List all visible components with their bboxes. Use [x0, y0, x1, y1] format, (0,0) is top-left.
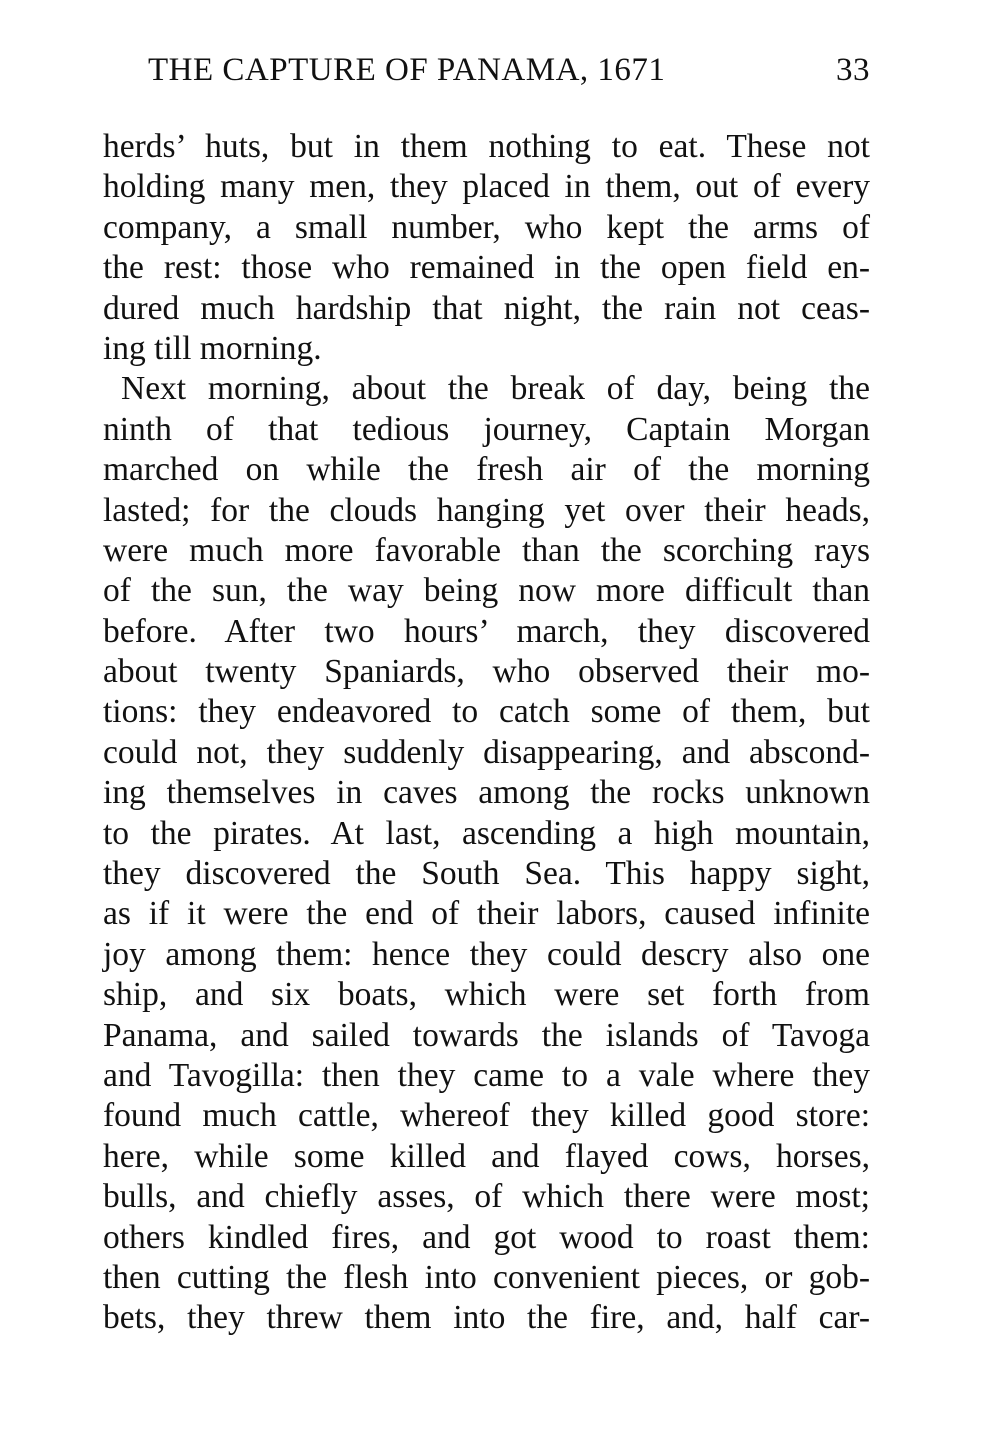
text-line: others kindled fires, and got wood to roast them:: [103, 1218, 870, 1256]
text-line: bets, they threw them into the fire, and, half car-: [103, 1299, 870, 1337]
text-line: ing themselves in caves among the rocks unknown: [103, 774, 870, 812]
text-line: bulls, and chiefly asses, of which there were most;: [103, 1178, 870, 1216]
text-line: company, a small number, who kept the arms of: [103, 208, 870, 246]
body-text: [103, 127, 870, 1339]
text-line: ing till morning.: [103, 329, 322, 367]
text-line: then cutting the flesh into convenient pieces, or gob-: [103, 1258, 870, 1296]
text-line: before. After two hours’ march, they discovered: [103, 612, 870, 650]
text-line: could not, they suddenly disappearing, and abscond-: [103, 733, 870, 771]
text-line: the rest: those who remained in the open field en-: [103, 249, 870, 287]
text-line: they discovered the South Sea. This happy sight,: [103, 855, 870, 893]
page-number: 33: [836, 52, 870, 88]
text-line: ninth of that tedious journey, Captain Morgan: [103, 410, 870, 448]
text-line: about twenty Spaniards, who observed their mo-: [103, 653, 870, 691]
text-line: lasted; for the clouds hanging yet over their heads,: [103, 491, 870, 529]
text-line: holding many men, they placed in them, out of every: [103, 168, 870, 206]
text-line: found much cattle, whereof they killed good store:: [103, 1097, 870, 1135]
text-line: tions: they endeavored to catch some of them, but: [103, 693, 870, 731]
text-line: and Tavogilla: then they came to a vale where they: [103, 1056, 870, 1094]
text-line: joy among them: hence they could descry also one: [103, 935, 870, 973]
text-line: Panama, and sailed towards the islands of Tavoga: [103, 1016, 870, 1054]
running-header: [148, 52, 870, 102]
text-line: to the pirates. At last, ascending a high mountain,: [103, 814, 870, 852]
text-line: ship, and six boats, which were set forth from: [103, 976, 870, 1014]
text-line: herds’ huts, but in them nothing to eat. These not: [103, 128, 870, 165]
text-line: were much more favorable than the scorching rays: [103, 531, 870, 569]
text-line: dured much hardship that night, the rain not ceas-: [103, 289, 870, 327]
text-line: Next morning, about the break of day, being the: [121, 370, 870, 408]
text-line: of the sun, the way being now more difficult than: [103, 572, 870, 610]
text-line: as if it were the end of their labors, caused infinite: [103, 895, 870, 933]
running-title: THE CAPTURE OF PANAMA, 1671: [148, 52, 666, 88]
text-line: marched on while the fresh air of the morning: [103, 451, 870, 489]
text-line: here, while some killed and flayed cows, horses,: [103, 1137, 870, 1175]
